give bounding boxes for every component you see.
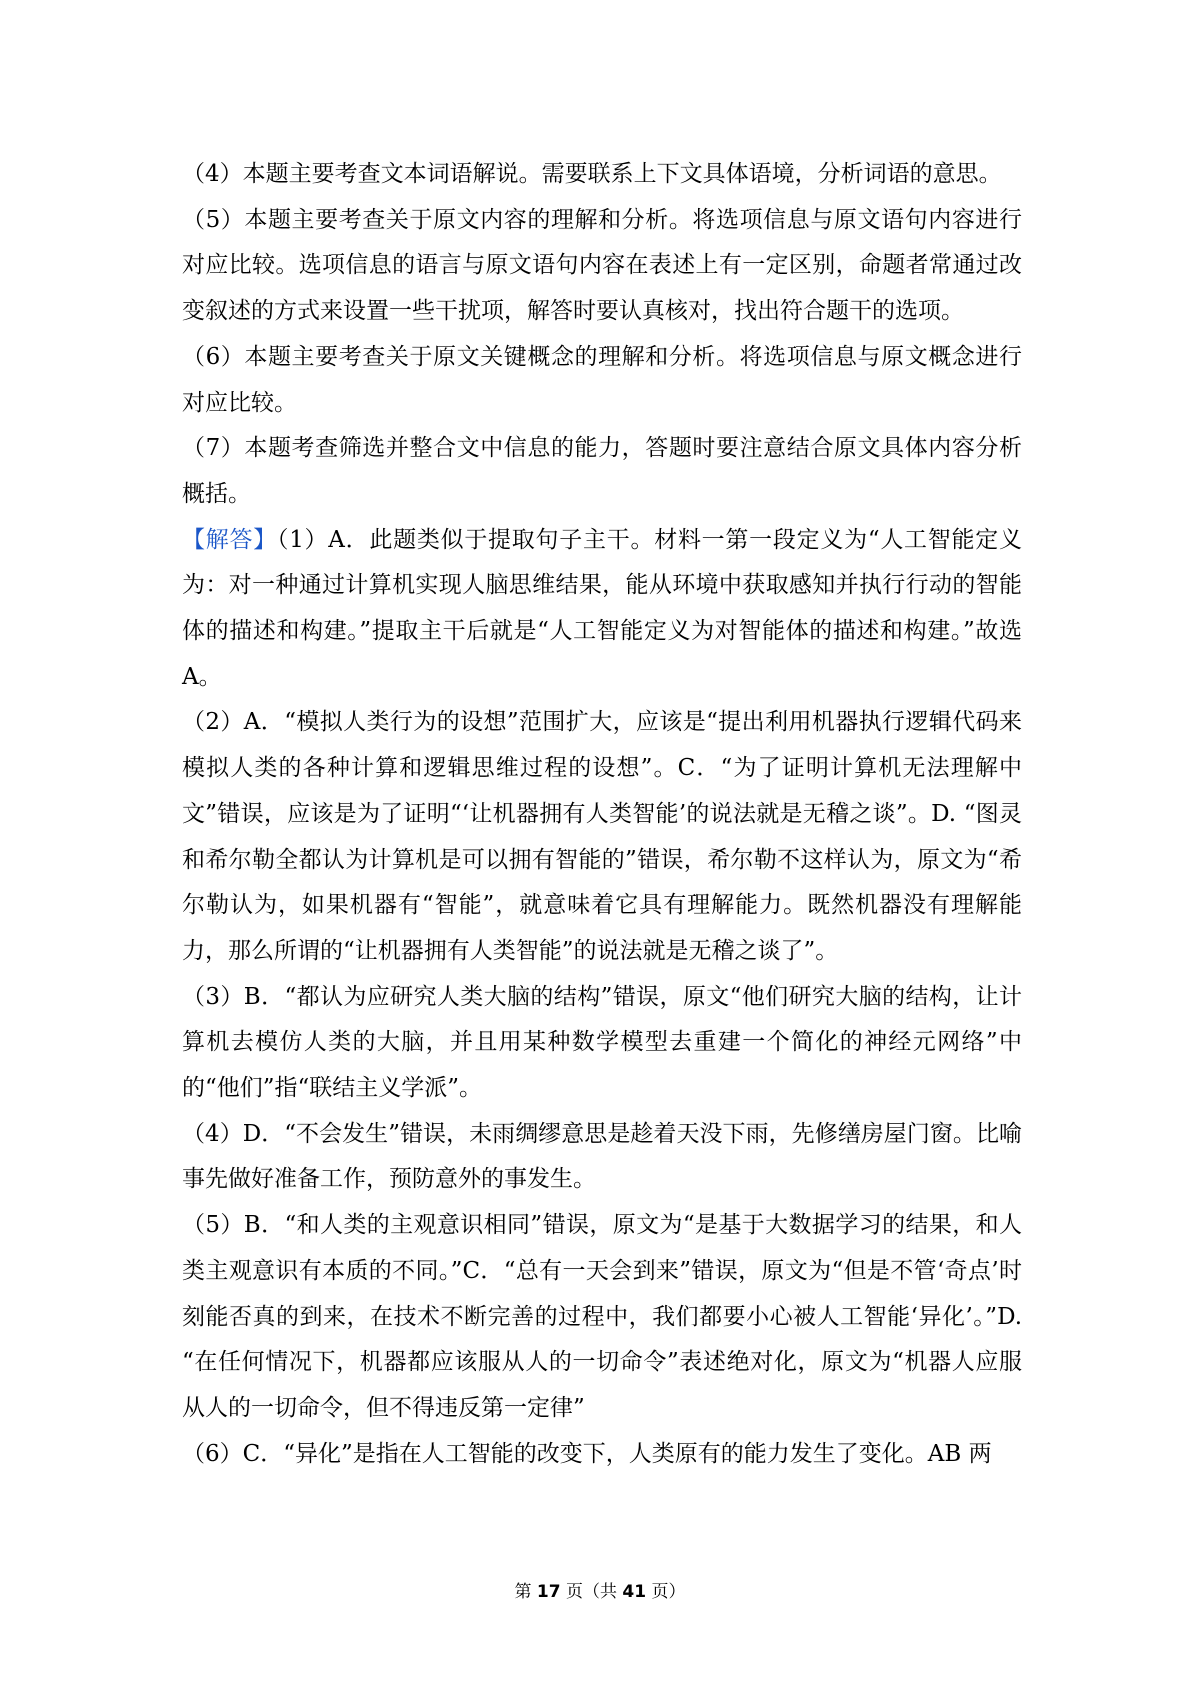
footer-middle: 页（共: [566, 1582, 617, 1602]
paragraph: （3）B．“都认为应研究人类大脑的结构”错误，原文“他们研究大脑的结构，让计算机去模仿人类的大脑，并且用某种数学模型去重建一个简化的神经元网络”中的“他们”指“联结主义学派”。: [182, 983, 1022, 1102]
current-page-number: 17: [536, 1582, 561, 1602]
answer-tag: 【解答】: [182, 526, 277, 553]
answer-paragraph: [182, 518, 1022, 701]
paragraph: （5）本题主要考查关于原文内容的理解和分析。将选项信息与原文语句内容进行对应比较。选项信息的语言与原文语句内容在表述上有一定区别，命题者常通过改变叙述的方式来设置一些干扰项，解答时要认真核对，找出符合题干的选项。: [182, 206, 1022, 325]
paragraph: （6）本题主要考查关于原文关键概念的理解和分析。将选项信息与原文概念进行对应比较。: [182, 343, 1022, 416]
paragraph: （4）D．“不会发生”错误，未雨绸缪意思是趁着天没下雨，先修缮房屋门窗。比喻事先做好准备工作，预防意外的事发生。: [182, 1120, 1022, 1193]
footer-prefix: 第: [514, 1582, 532, 1602]
answer-text: （1）A．此题类似于提取句子主干。材料一第一段定义为“人工智能定义为：对一种通过计算机实现人脑思维结果，能从环境中获取感知并执行行动的智能体的描述和构建。”提取主干后就是“人工智能定义为对智能体的描述和构建。”故选 A。: [182, 526, 1022, 690]
footer-suffix: 页）: [651, 1582, 686, 1602]
paragraph: （2）A．“模拟人类行为的设想”范围扩大，应该是“提出利用机器执行逻辑代码来模拟人类的各种计算和逻辑思维过程的设想”。C．“为了证明计算机无法理解中文”错误，应该是为了证明“‘让机器拥有人类智能’的说法就是无稽之谈”。D. “图灵和希尔勒全都认为计算机是可以拥有智能的”错误，希尔勒不这样认为，原文为“希尔勒认为，如果机器有“智能”，就意味着它具有理解能力。既然机器没有理解能力，那么所谓的“让机器拥有人类智能”的说法就是无稽之谈了”。: [182, 709, 1022, 964]
paragraph: （4）本题主要考查文本词语解说。需要联系上下文具体语境，分析词语的意思。: [182, 161, 1002, 187]
page-footer: [0, 1580, 1200, 1604]
paragraph: （5）B．“和人类的主观意识相同”错误，原文为“是基于大数据学习的结果，和人类主观意识有本质的不同。”C．“总有一天会到来”错误，原文为“但是不管‘奇点’时刻能否真的到来，在技术不断完善的过程中，我们都要小心被人工智能‘异化’。”D. “在任何情况下，机器都应该服从人的一切命令”表述绝对化，原文为“机器人应服从人的一切命令，但不得违反第一定律”: [182, 1212, 1022, 1421]
total-pages-number: 41: [622, 1582, 647, 1602]
paragraph: （6）C．“异化”是指在人工智能的改变下，人类原有的能力发生了变化。AB 两: [182, 1440, 992, 1467]
document-body: [182, 152, 1022, 1477]
paragraph: （7）本题考查筛选并整合文中信息的能力，答题时要注意结合原文具体内容分析概括。: [182, 435, 1022, 507]
